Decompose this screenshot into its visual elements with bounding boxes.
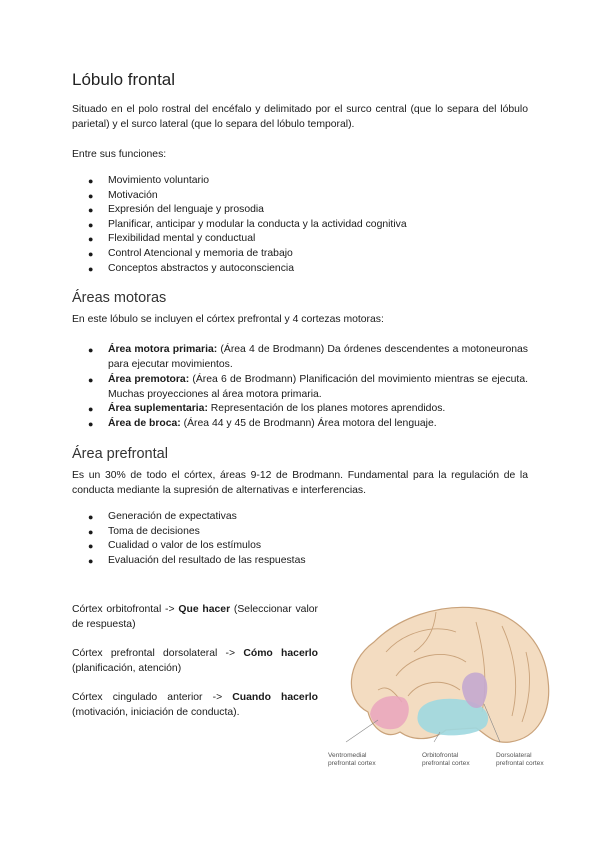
list-item: ● Área premotora: (Área 6 de Brodmann) Planificación del movimiento mientras se ejecuta. Muchas proyecciones al área motora primaria. xyxy=(88,373,528,400)
bullet-icon: ● xyxy=(88,190,94,201)
list-item: ● Motivación xyxy=(88,189,528,204)
bullet-icon: ● xyxy=(88,234,94,245)
bullet-icon: ● xyxy=(88,555,94,566)
bullet-icon: ● xyxy=(88,263,94,274)
bullet-icon: ● xyxy=(88,404,94,415)
list-item: ● Expresión del lenguaje y prosodia xyxy=(88,203,528,218)
list-item: ● Generación de expectativas xyxy=(88,510,528,525)
bullet-icon: ● xyxy=(88,526,94,537)
functions-list xyxy=(72,174,528,276)
label-dorsolateral: Dorsolateral prefrontal cortex xyxy=(496,752,544,768)
bullet-icon: ● xyxy=(88,541,94,552)
cortex-orbitofrontal: Córtex orbitofrontal -> Que hacer (Seleccionar valor de respuesta) xyxy=(72,604,318,630)
brain-illustration xyxy=(316,592,556,778)
bullet-icon: ● xyxy=(88,345,94,356)
label-orbitofrontal: Orbitofrontal prefrontal cortex xyxy=(422,752,470,768)
bullet-icon: ● xyxy=(88,176,94,186)
page-title: Lóbulo frontal xyxy=(72,70,176,89)
bullet-icon: ● xyxy=(88,205,94,216)
list-item: ● Flexibilidad mental y conductual xyxy=(88,232,528,247)
list-item: ● Toma de decisiones xyxy=(88,525,528,540)
list-item: ● Evaluación del resultado de las respuestas xyxy=(88,554,528,569)
prefrontal-intro: Es un 30% de todo el córtex, áreas 9-12 de Brodmann. Fundamental para la regulación de la conducta mediante la supresión de alternativas e interferencias. xyxy=(72,469,528,496)
motor-areas-list xyxy=(72,343,528,432)
intro-paragraph: Situado en el polo rostral del encéfalo y delimitado por el surco central (que lo separa del lóbulo parietal) y el surco lateral (que lo separa del lóbulo temporal). xyxy=(72,104,528,130)
bullet-icon: ● xyxy=(88,419,94,430)
list-item: ● Movimiento voluntario xyxy=(88,174,528,189)
content-column xyxy=(72,70,528,568)
cortex-block xyxy=(72,602,318,734)
functions-label: Entre sus funciones: xyxy=(72,149,167,160)
ventromedial-leader xyxy=(346,720,378,742)
list-item: ● Conceptos abstractos y autoconsciencia xyxy=(88,262,528,277)
prefrontal-list xyxy=(72,510,528,568)
cortex-cingulate: Córtex cingulado anterior -> Cuando hacerlo (motivación, iniciación de conducta). xyxy=(72,692,318,718)
cortex-dorsolateral: Córtex prefrontal dorsolateral -> Cómo hacerlo (planificación, atención) xyxy=(72,648,318,674)
motor-section-title: Áreas motoras xyxy=(72,290,167,307)
bullet-icon: ● xyxy=(88,511,94,522)
bullet-icon: ● xyxy=(88,219,94,230)
label-ventromedial: Ventromedial prefrontal cortex xyxy=(328,752,376,768)
list-item: ● Área de broca: (Área 44 y 45 de Brodmann) Área motora del lenguaje. xyxy=(88,417,528,432)
list-item: ● Control Atencional y memoria de trabajo xyxy=(88,247,528,262)
bullet-icon: ● xyxy=(88,374,94,385)
motor-intro: En este lóbulo se incluyen el córtex prefrontal y 4 cortezas motoras: xyxy=(72,314,384,326)
prefrontal-section-title: Área prefrontal xyxy=(72,445,168,462)
bullet-icon: ● xyxy=(88,248,94,259)
list-item: ● Planificar, anticipar y modular la conducta y la actividad cognitiva xyxy=(88,218,528,233)
list-item: ● Área suplementaria: Representación de los planes motores aprendidos. xyxy=(88,402,528,417)
list-item: ● Área motora primaria: (Área 4 de Brodmann) Da órdenes descendentes a motoneuronas para ejecutar movimientos. xyxy=(88,344,529,370)
list-item: ● Cualidad o valor de los estímulos xyxy=(88,539,528,554)
